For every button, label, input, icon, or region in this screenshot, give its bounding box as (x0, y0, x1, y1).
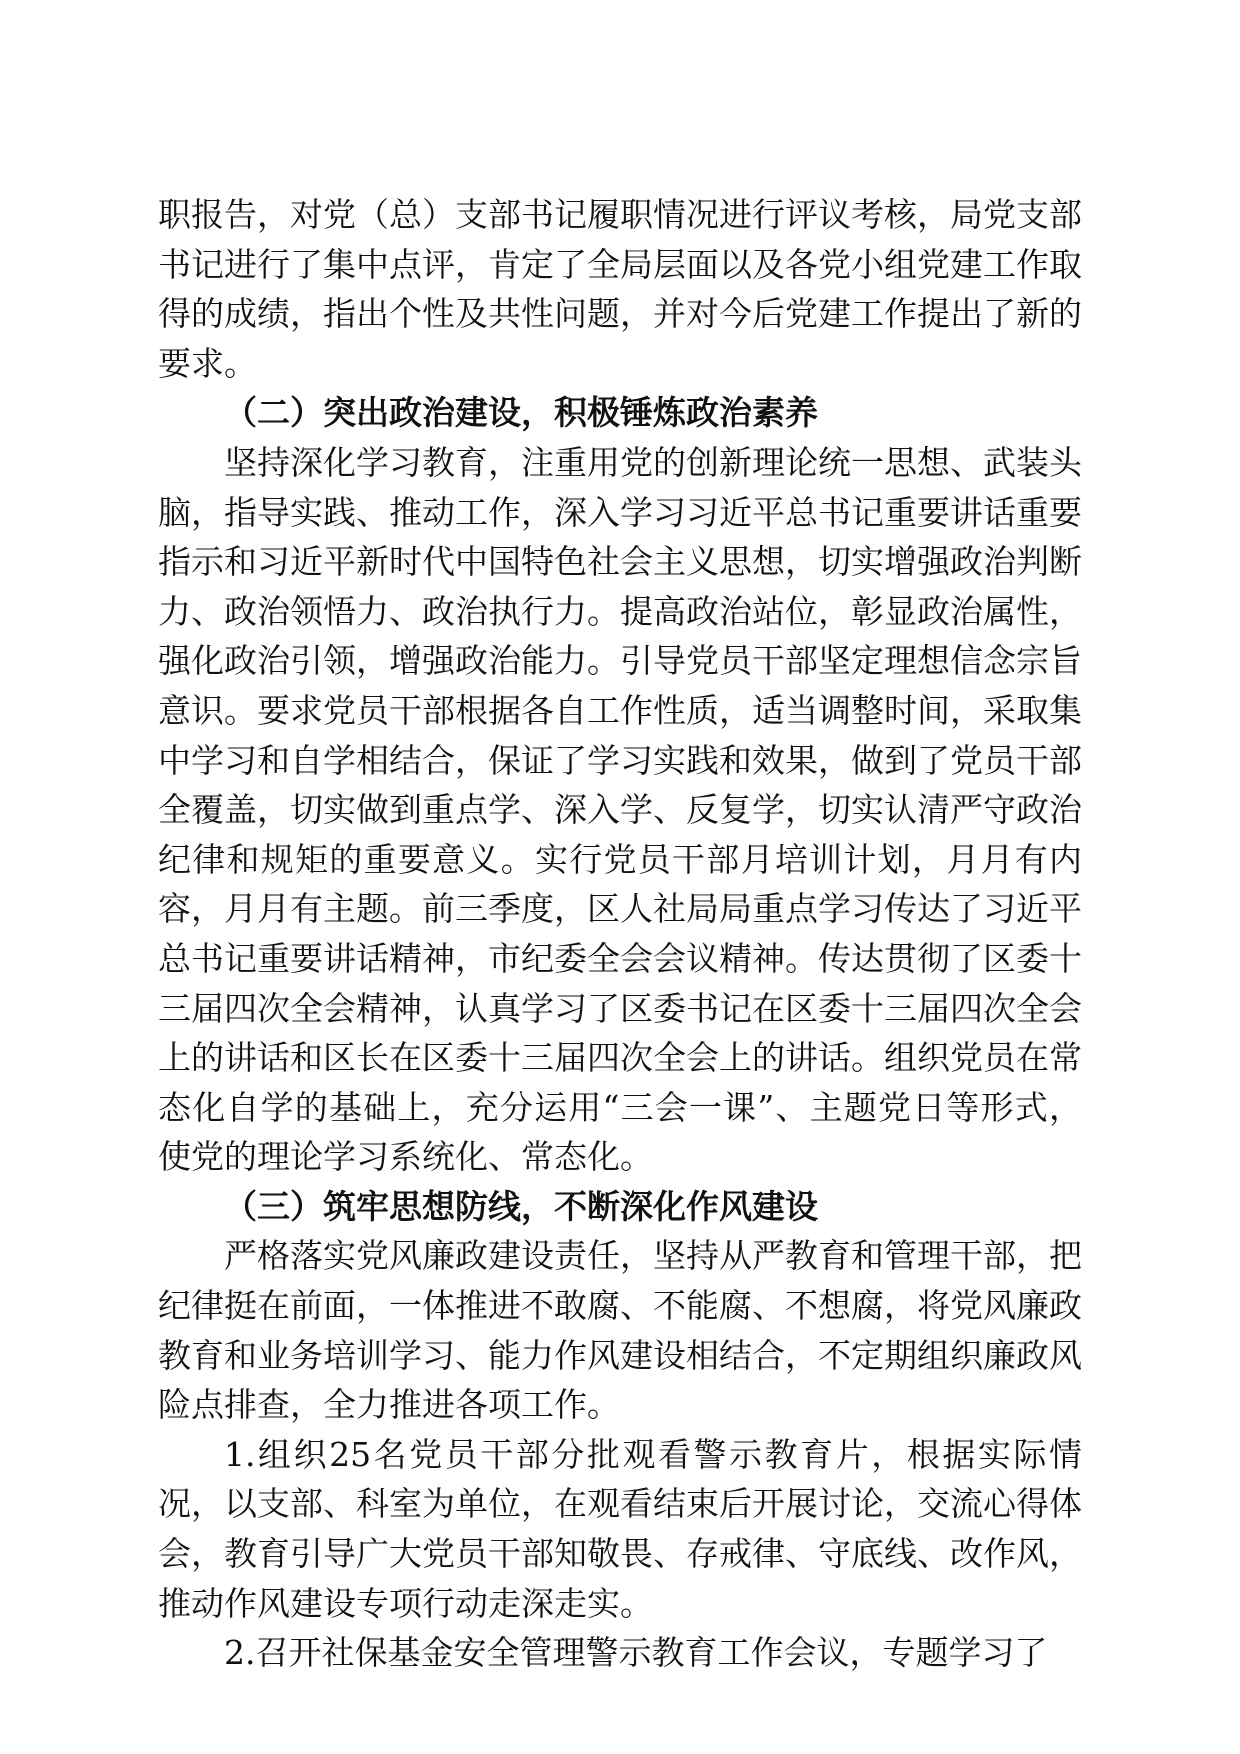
continued-paragraph: 职报告，对党（总）支部书记履职情况进行评议考核，局党支部书记进行了集中点评，肯定了全局层面以及各党小组党建工作取得的成绩，指出个性及共性问题，并对今后党建工作提出了新的要求。 (158, 195, 1082, 383)
section-heading-3: （三）筑牢思想防线，不断深化作风建设 (224, 1186, 818, 1226)
list-item-2: 2.召开社保基金安全管理警示教育工作会议，专题学习了 (224, 1633, 1048, 1673)
document-body (158, 190, 1082, 1678)
paragraph-integrity: 严格落实党风廉政建设责任，坚持从严教育和管理干部，把纪律挺在前面，一体推进不敢腐、不能腐、不想腐，将党风廉政教育和业务培训学习、能力作风建设相结合，不定期组织廉政风险点排查，全力推进各项工作。 (158, 1236, 1082, 1425)
section-heading-2: （二）突出政治建设，积极锤炼政治素养 (224, 393, 818, 433)
list-item-1: 1.组织25名党员干部分批观看警示教育片，根据实际情况，以支部、科室为单位，在观看结束后开展讨论，交流心得体会，教育引导广大党员干部知敬畏、存戒律、守底线、改作风，推动作风建设专项行动走深走实。 (158, 1434, 1082, 1623)
paragraph-political-study: 坚持深化学习教育，注重用党的创新理论统一思想、武装头脑，指导实践、推动工作，深入学习习近平总书记重要讲话重要指示和习近平新时代中国特色社会主义思想，切实增强政治判断力、政治领悟力、政治执行力。提高政治站位，彰显政治属性，强化政治引领，增强政治能力。引导党员干部坚定理想信念宗旨意识。要求党员干部根据各自工作性质，适当调整时间，采取集中学习和自学相结合，保证了学习实践和效果，做到了党员干部全覆盖，切实做到重点学、深入学、反复学，切实认清严守政治纪律和规矩的重要意义。实行党员干部月培训计划，月月有内容，月月有主题。前三季度，区人社局局重点学习传达了习近平总书记重要讲话精神，市纪委全会会议精神。传达贯彻了区委十三届四次全会精神，认真学习了区委书记在区委十三届四次全会上的讲话和区长在区委十三届四次全会上的讲话。组织党员在常态化自学的基础上，充分运用“三会一课”、主题党日等形式，使党的理论学习系统化、常态化。 (158, 442, 1082, 1177)
